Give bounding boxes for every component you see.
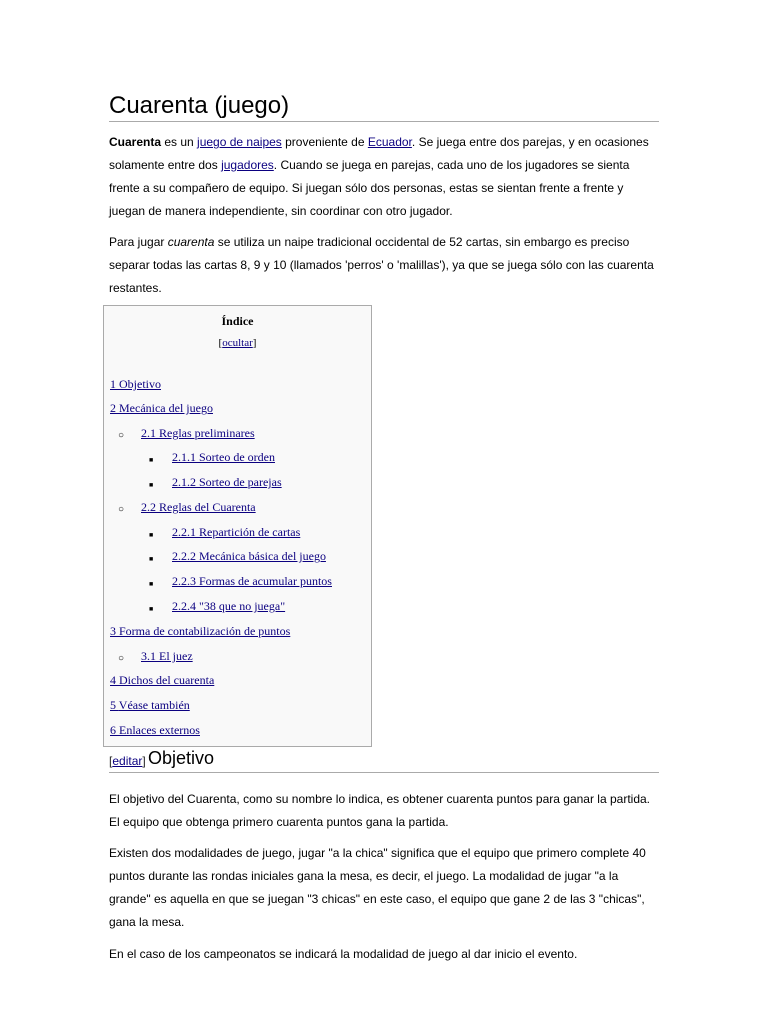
objetivo-paragraph-2: Existen dos modalidades de juego, jugar "a la chica" significa que el equipo que primero complete 40 puntos durante las rondas iniciales gana la mesa, es decir, el juego. La modalidad de jugar "a la grande" es aquella en que se juegan "3 chicas" en este caso, el equipo que gane 2 de las 3 "chicas", gana la mesa.: [109, 846, 646, 929]
toc-bullet-square: [149, 450, 153, 468]
edit-link[interactable]: editar: [112, 754, 143, 768]
toc-hide-link[interactable]: ocultar: [222, 337, 253, 349]
toc-link-reparticion[interactable]: [172, 525, 300, 539]
toc-item-sorteo-parejas[interactable]: [172, 474, 282, 490]
toc-label: Mecánica del juego: [119, 401, 213, 415]
toc-label: Sorteo de orden: [199, 450, 275, 464]
link-juego-de-naipes[interactable]: juego de naipes: [197, 135, 282, 149]
toc-label: El juez: [159, 649, 193, 663]
toc-item-enlaces-externos[interactable]: [110, 722, 200, 738]
toc-link-vease-tambien[interactable]: [110, 698, 190, 712]
toc-number: 5: [110, 698, 116, 712]
toc-number: 2.2.1: [172, 525, 196, 539]
toc-number: 3.1: [141, 649, 156, 663]
intro-text-1: es un: [161, 135, 198, 149]
toc-toggle-open: [: [218, 337, 223, 349]
toc-link-reglas-cuarenta[interactable]: [141, 500, 256, 514]
toc-bullet-square: [149, 475, 153, 493]
toc-number: 2.2.4: [172, 599, 196, 613]
toc-item-el-juez[interactable]: [141, 648, 193, 664]
page-title: Cuarenta (juego): [109, 90, 659, 122]
edit-bracket-close: ]: [142, 754, 146, 768]
intro-text-3: . Se juega entre dos parejas, y en ocasiones solamente entre dos: [109, 135, 649, 172]
objetivo-paragraph-1: El objetivo del Cuarenta, como su nombre lo indica, es obtener cuarenta puntos para ganar la partida. El equipo que obtenga primero cuarenta puntos gana la partida.: [109, 792, 650, 829]
toc-item-reparticion[interactable]: [172, 524, 300, 540]
toc-item-contabilizacion[interactable]: [110, 623, 290, 639]
toc-number: 2.2.2: [172, 549, 196, 563]
toc-number: 6: [110, 723, 116, 737]
objetivo-paragraph-3: En el caso de los campeonatos se indicará la modalidad de juego al dar inicio el evento.: [109, 947, 578, 961]
toc-toggle-close: ]: [252, 337, 257, 349]
cards-text-2: se utiliza un naipe tradicional occidental de 52 cartas, sin embargo es preciso separar todas las cartas 8, 9 y 10 (llamados 'perros' o 'malillas'), ya que se juega sólo con las cuarenta restantes.: [109, 235, 654, 295]
toc-label: Mecánica básica del juego: [199, 549, 326, 563]
toc-bullet-square: [149, 525, 153, 543]
toc-item-38-no-juega[interactable]: [172, 598, 285, 614]
toc-title: Índice: [221, 314, 254, 328]
toc-item-mecanica[interactable]: [110, 400, 213, 416]
toc-link-dichos[interactable]: [110, 673, 214, 687]
toc-bullet-circle: [118, 500, 124, 518]
intro-paragraph: [109, 131, 661, 223]
toc-link-mecanica[interactable]: [110, 401, 213, 415]
toc-number: 2: [110, 401, 116, 415]
toc-bullet-square: [149, 549, 153, 567]
toc-number: 2.2.3: [172, 574, 196, 588]
toc-label: "38 que no juega": [199, 599, 286, 613]
section-heading-objetivo: [109, 748, 659, 773]
toc-item-formas-acumular[interactable]: [172, 573, 332, 589]
toc-label: Dichos del cuarenta: [119, 673, 215, 687]
toc-item-reglas-preliminares[interactable]: [141, 425, 255, 441]
toc-label: Objetivo: [119, 377, 161, 391]
toc-number: 4: [110, 673, 116, 687]
toc-link-38-no-juega[interactable]: [172, 599, 285, 613]
toc-item-objetivo[interactable]: [110, 376, 161, 392]
toc-link-mecanica-basica[interactable]: [172, 549, 326, 563]
intro-text-2: proveniente de: [281, 135, 368, 149]
toc-item-dichos[interactable]: [110, 672, 214, 688]
toc-item-reglas-cuarenta[interactable]: [141, 499, 256, 515]
intro-text-4: . Cuando se juega en parejas, cada uno de los jugadores se sienta frente a su compañero de equipo. Si juegan sólo dos personas, estas se sientan frente a frente y juegan de manera independiente, sin coordinar con otro jugador.: [109, 158, 630, 218]
toc-link-enlaces-externos[interactable]: [110, 723, 200, 737]
toc-link-sorteo-orden[interactable]: [172, 450, 275, 464]
toc-bullet-circle: [118, 649, 124, 667]
toc-label: Reglas preliminares: [159, 426, 255, 440]
toc-item-sorteo-orden[interactable]: [172, 449, 275, 465]
toc-toggle: [104, 337, 371, 349]
link-ecuador[interactable]: Ecuador: [367, 135, 412, 149]
toc-link-el-juez[interactable]: [141, 649, 193, 663]
toc-number: 1: [110, 377, 116, 391]
toc-item-vease-tambien[interactable]: [110, 697, 190, 713]
toc-link-sorteo-parejas[interactable]: [172, 475, 282, 489]
toc-link-formas-acumular[interactable]: [172, 574, 332, 588]
toc-bullet-circle: [118, 426, 124, 444]
toc-label: Sorteo de parejas: [199, 475, 282, 489]
toc-bullet-square: [149, 599, 153, 617]
toc-label: Repartición de cartas: [199, 525, 301, 539]
section-title: Objetivo: [148, 748, 215, 768]
toc-label: Véase también: [118, 698, 190, 712]
toc-link-objetivo[interactable]: [110, 377, 161, 391]
toc-number: 3: [110, 624, 116, 638]
toc-item-mecanica-basica[interactable]: [172, 548, 326, 564]
toc-label: Reglas del Cuarenta: [159, 500, 256, 514]
toc-number: 2.1: [141, 426, 156, 440]
toc-number: 2.1.2: [172, 475, 196, 489]
cards-paragraph: [109, 231, 661, 300]
toc-label: Formas de acumular puntos: [199, 574, 332, 588]
edit-bracket-open: [: [109, 754, 113, 768]
toc-label: Forma de contabilización de puntos: [119, 624, 291, 638]
intro-bold-term: Cuarenta: [109, 135, 162, 149]
toc-bullet-square: [149, 574, 153, 592]
toc-label: Enlaces externos: [119, 723, 200, 737]
toc-number: 2.1.1: [172, 450, 196, 464]
cards-italic-term: cuarenta: [167, 235, 215, 249]
cards-text-1: Para jugar: [109, 235, 168, 249]
toc-number: 2.2: [141, 500, 156, 514]
table-of-contents: [103, 305, 372, 747]
link-jugadores[interactable]: jugadores: [221, 158, 274, 172]
toc-link-reglas-preliminares[interactable]: [141, 426, 255, 440]
toc-link-contabilizacion[interactable]: [110, 624, 290, 638]
edit-section-link: [109, 754, 146, 768]
